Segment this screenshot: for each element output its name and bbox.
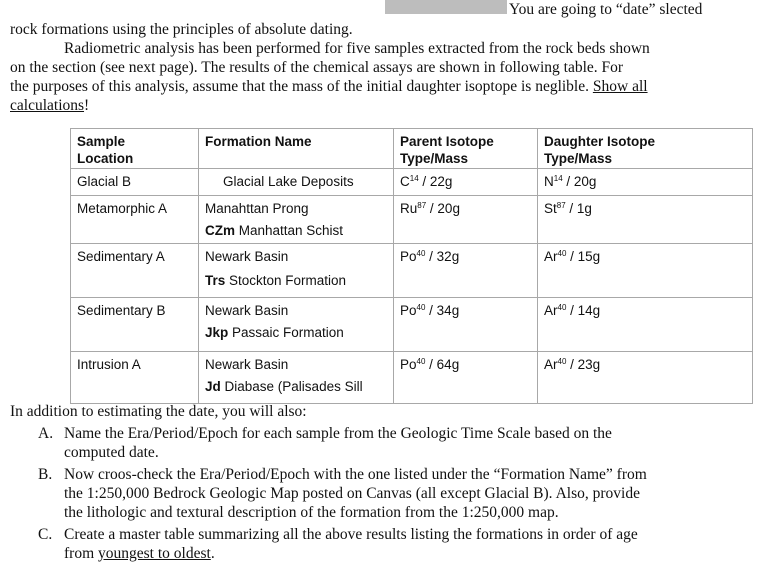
daughter-mass: / 23g	[566, 357, 601, 372]
sample-cell: Intrusion A	[71, 352, 199, 404]
daughter-isotope-number: 40	[557, 303, 567, 312]
followup-intro: In addition to estimating the date, you will also:	[10, 403, 307, 420]
intro-line-4	[10, 78, 648, 96]
parent-cell	[394, 169, 538, 196]
parent-cell	[394, 352, 538, 404]
top-note: You are going to “date” slected	[509, 1, 703, 18]
formation-unit: Diabase (Palisades Sill	[220, 379, 363, 394]
header-sample-line1: Sample	[77, 134, 126, 149]
parent-mass: / 20g	[426, 201, 460, 216]
formation-line-2	[205, 271, 387, 290]
parent-mass: / 32g	[425, 249, 460, 264]
formation-cell	[199, 352, 394, 404]
formation-line-2	[205, 221, 387, 240]
item-c-line-2	[64, 545, 215, 563]
youngest-to-oldest-link: youngest to oldest	[98, 545, 211, 562]
formation-code: Trs	[205, 273, 226, 288]
daughter-cell	[538, 298, 753, 352]
intro-line-3: on the section (see next page). The results of the chemical assays are shown in following table. For	[10, 59, 624, 76]
sample-cell: Metamorphic A	[71, 196, 199, 244]
header-parent-isotope	[394, 129, 538, 169]
item-c-line-2-tail: .	[210, 545, 215, 562]
formation-line-2	[205, 377, 387, 396]
header-sample-line2: Location	[77, 151, 134, 166]
calculations-link: calculations	[10, 97, 85, 114]
intro-line-5-tail: !	[84, 97, 90, 114]
sample-cell: Sedimentary B	[71, 298, 199, 352]
daughter-isotope-number: 87	[556, 201, 566, 210]
item-c-letter: C.	[38, 526, 53, 543]
parent-isotope-number: 40	[416, 249, 426, 258]
formation-cell	[199, 298, 394, 352]
daughter-cell	[538, 244, 753, 298]
table-row	[71, 196, 753, 244]
intro-line-2: Radiometric analysis has been performed for five samples extracted from the rock beds shown	[64, 40, 650, 57]
daughter-element: Ar	[544, 303, 558, 318]
item-c-line-2-pre: from	[64, 545, 99, 562]
daughter-mass: / 20g	[562, 174, 597, 189]
table-header-row	[71, 129, 753, 169]
parent-cell	[394, 298, 538, 352]
daughter-element: St	[544, 201, 557, 216]
top-note-bar	[0, 0, 783, 22]
item-b-line-1: Now croos-check the Era/Period/Epoch with the one listed under the “Formation Name” from	[64, 466, 647, 483]
daughter-isotope-number: 14	[553, 174, 563, 183]
item-c-line-1: Create a master table summarizing all the above results listing the formations in order of age	[64, 526, 638, 543]
parent-isotope-number: 40	[416, 303, 426, 312]
item-a-letter: A.	[38, 425, 54, 442]
parent-mass: / 34g	[425, 303, 460, 318]
parent-element: Po	[400, 249, 417, 264]
intro-line-4-text: the purposes of this analysis, assume that the mass of the initial daughter isoptope is neglible.	[10, 78, 593, 95]
formation-cell	[199, 244, 394, 298]
parent-isotope-number: 14	[409, 174, 419, 183]
parent-isotope-number: 87	[417, 201, 427, 210]
item-b-letter: B.	[38, 466, 53, 483]
intro-line-5	[10, 97, 89, 115]
parent-element: C	[400, 174, 410, 189]
header-sample-location	[71, 129, 199, 169]
sample-cell: Glacial B	[71, 169, 199, 196]
formation-line-1: Newark Basin	[205, 303, 289, 318]
formation-line-1: Glacial Lake Deposits	[223, 174, 354, 189]
formation-code: CZm	[205, 223, 235, 238]
daughter-element: Ar	[544, 357, 558, 372]
item-b-line-3: the lithologic and textural description of the formation from the 1:250,000 map.	[64, 504, 559, 521]
table-row	[71, 244, 753, 298]
item-b-line-2: the 1:250,000 Bedrock Geologic Map posted on Canvas (all except Glacial B). Also, provide	[64, 485, 640, 502]
table-row	[71, 298, 753, 352]
table-row	[71, 352, 753, 404]
formation-unit: Manhattan Schist	[235, 223, 344, 238]
daughter-isotope-number: 40	[557, 249, 567, 258]
parent-element: Po	[400, 357, 417, 372]
intro-line-1: rock formations using the principles of absolute dating.	[10, 21, 353, 38]
show-all-link: Show all	[592, 78, 648, 95]
parent-isotope-number: 40	[416, 357, 426, 366]
daughter-mass: / 14g	[566, 303, 601, 318]
parent-mass: / 64g	[425, 357, 460, 372]
formation-line-1: Newark Basin	[205, 357, 289, 372]
formation-unit: Stockton Formation	[225, 273, 347, 288]
header-parent-line2: Type/Mass	[400, 151, 469, 166]
formation-line-1: Manahttan Prong	[205, 201, 309, 216]
daughter-element: N	[544, 174, 554, 189]
header-daughter-line1: Daughter Isotope	[544, 134, 656, 149]
daughter-cell	[538, 169, 753, 196]
formation-code: Jd	[205, 379, 221, 394]
daughter-cell	[538, 352, 753, 404]
daughter-cell	[538, 196, 753, 244]
parent-element: Ru	[400, 201, 418, 216]
formation-line-1: Newark Basin	[205, 249, 289, 264]
parent-cell	[394, 244, 538, 298]
isotope-table	[70, 128, 753, 404]
header-formation-line1: Formation Name	[205, 134, 312, 149]
item-a-line-2: computed date.	[64, 444, 159, 461]
daughter-mass: / 1g	[565, 201, 592, 216]
formation-cell	[199, 196, 394, 244]
table-row	[71, 169, 753, 196]
parent-mass: / 22g	[418, 174, 453, 189]
formation-unit: Passaic Formation	[228, 325, 344, 340]
parent-cell	[394, 196, 538, 244]
formation-line-2	[205, 323, 387, 342]
header-daughter-line2: Type/Mass	[544, 151, 613, 166]
formation-cell	[199, 169, 394, 196]
item-a-line-1: Name the Era/Period/Epoch for each sample from the Geologic Time Scale based on the	[64, 425, 612, 442]
daughter-mass: / 15g	[566, 249, 601, 264]
daughter-isotope-number: 40	[557, 357, 567, 366]
sample-cell: Sedimentary A	[71, 244, 199, 298]
header-daughter-isotope	[538, 129, 753, 169]
formation-code: Jkp	[205, 325, 229, 340]
header-parent-line1: Parent Isotope	[400, 134, 494, 149]
daughter-element: Ar	[544, 249, 558, 264]
parent-element: Po	[400, 303, 417, 318]
redaction-bar	[385, 0, 507, 14]
header-formation-name	[199, 129, 394, 169]
